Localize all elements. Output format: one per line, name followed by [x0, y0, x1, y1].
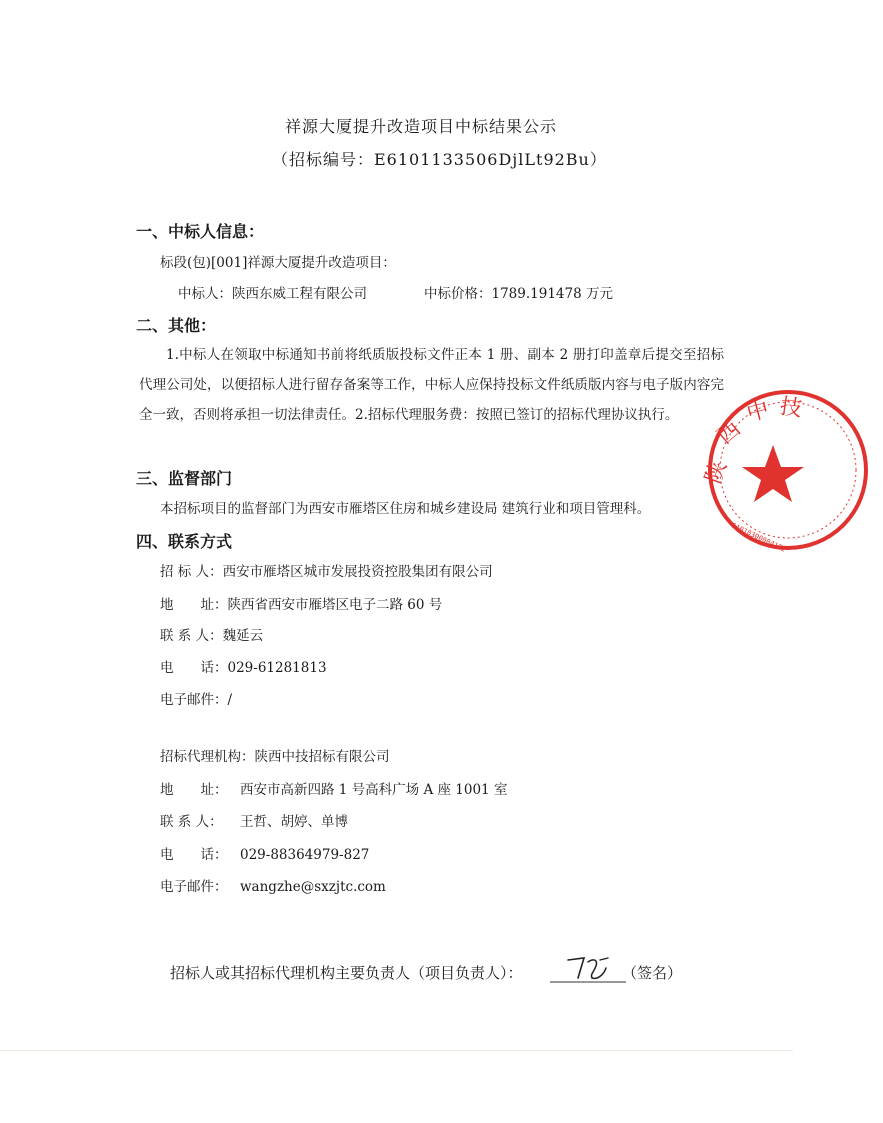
section2-paragraph: 1.中标人在领取中标通知书前将纸质版投标文件正本 1 册、副本 2 册打印盖章后提交至招标代理公司处，以便招标人进行留存备案等工作，中标人应保持投标文件纸质版内容与电子版内容完全一致，否则将承担一切法律责任。2.招标代理服务费：按照已签订的招标代理协议执行。	[139, 347, 724, 423]
tenderer-email-label: 电子邮件：	[160, 692, 228, 708]
agency-contact-value: 王哲、胡婷、单博	[240, 814, 348, 830]
signature-label: 招标人或其招标代理机构主要负责人（项目负责人）：	[170, 964, 523, 982]
section2-heading: 二、其他：	[136, 316, 217, 335]
agency-contact-row	[160, 810, 348, 830]
winner-line	[178, 282, 367, 302]
svg-text:陕: 陕	[701, 457, 733, 488]
tenderer-contact-value: 魏延云	[222, 628, 264, 644]
tender-number: （招标编号：E6101133506DjlLt92Bu）	[272, 150, 607, 169]
tenderer-address-value: 陕西省西安市雁塔区电子二路 60 号	[227, 597, 443, 613]
svg-text:西: 西	[712, 416, 746, 450]
agency-address-row	[160, 778, 507, 798]
agency-contact-label: 联 系 人：	[160, 814, 223, 830]
tenderer-contact-row	[160, 624, 263, 644]
tenderer-value: 西安市雁塔区城市发展投资控股集团有限公司	[222, 564, 493, 580]
lot-line: 标段(包)[001]祥源大厦提升改造项目：	[160, 255, 396, 271]
tenderer-address-label: 地 址：	[160, 597, 228, 613]
handwritten-signature	[548, 948, 628, 988]
agency-address-value: 西安市高新四路 1 号高科广场 A 座 1001 室	[240, 782, 508, 798]
page-title: 祥源大厦提升改造项目中标结果公示	[285, 117, 558, 136]
winner-name: 陕西东威工程有限公司	[232, 286, 367, 302]
agency-value: 陕西中技招标有限公司	[254, 749, 390, 765]
agency-row	[160, 745, 390, 765]
agency-email-value: wangzhe@sxzjtc.com	[240, 879, 386, 895]
svg-text:中: 中	[744, 396, 772, 427]
agency-email-row	[160, 875, 386, 895]
svg-text:61010300004122: 61010300004122	[730, 521, 788, 554]
tenderer-phone-row	[160, 656, 327, 676]
tenderer-email-value: /	[227, 692, 233, 708]
tenderer-phone-label: 电 话：	[160, 660, 228, 676]
winner-label: 中标人：	[178, 286, 232, 302]
agency-email-label: 电子邮件：	[160, 879, 228, 895]
price-label: 中标价格：	[424, 286, 492, 302]
signature-suffix: （签名）	[622, 964, 683, 982]
agency-phone-label: 电 话：	[160, 847, 228, 863]
agency-address-label: 地 址：	[160, 782, 228, 798]
section4-heading: 四、联系方式	[136, 532, 233, 551]
svg-text:技: 技	[778, 394, 804, 423]
tenderer-contact-label: 联 系 人：	[160, 628, 223, 644]
price-line	[424, 282, 613, 302]
tenderer-row	[160, 560, 493, 580]
tenderer-address-row	[160, 593, 442, 613]
tenderer-email-row	[160, 688, 232, 708]
official-seal-icon	[703, 385, 883, 555]
agency-phone-value: 029-88364979-827	[240, 847, 370, 863]
page-bottom-rule	[0, 1050, 793, 1051]
tenderer-label: 招 标 人：	[160, 564, 223, 580]
section1-heading: 一、中标人信息：	[136, 222, 265, 241]
agency-phone-row	[160, 843, 369, 863]
agency-label: 招标代理机构：	[160, 749, 255, 765]
tenderer-phone-value: 029-61281813	[227, 660, 327, 676]
section3-heading: 三、监督部门	[136, 469, 233, 488]
supervision-text: 本招标项目的监督部门为西安市雁塔区住房和城乡建设局 建筑行业和项目管理科。	[160, 501, 651, 517]
price-value: 1789.191478 万元	[491, 286, 613, 302]
